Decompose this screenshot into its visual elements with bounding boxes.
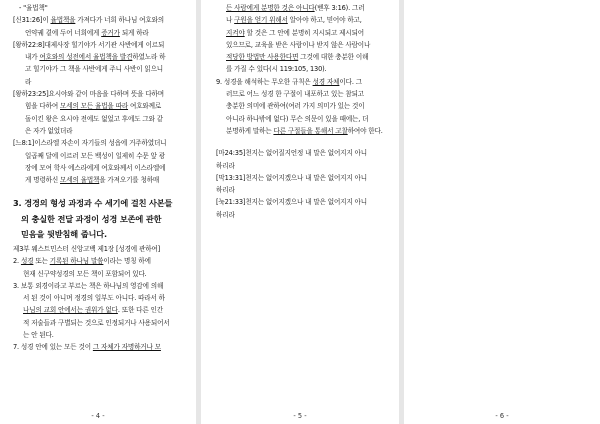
confession-line: 나 구원을 얻기 위해서 알아야 하고, 믿어야 하고, — [226, 16, 362, 25]
page-number: - 5 - — [293, 412, 307, 420]
confession-line: 있으므로, 교육을 받은 사람이나 받지 않은 사람이나 — [226, 40, 371, 49]
verse-line: 하리라 — [216, 161, 235, 170]
confession-line: 러므로 어느 성경 한 구절이 내포하고 있는 참되고 — [226, 90, 365, 99]
verse-line: 하리라 — [216, 210, 235, 219]
section-heading: 의 충실한 전달 과정이 성경 보존에 관한 — [21, 213, 162, 224]
verse-line: 언약궤 곁에 두어 너희에게 증거가 되게 하라 — [25, 28, 149, 37]
verse-line: 일곱째 달에 이르러 모든 백성이 일제히 수문 앞 광 — [25, 151, 165, 160]
confession-line: 아니라 하나밖에 없다) 무슨 의문이 있을 때에는, 더 — [226, 114, 369, 123]
page-number: - 4 - — [91, 412, 105, 420]
confession-line: 나님의 교회 안에서는 권위가 없다. 또한 다른 인간 — [23, 306, 163, 315]
verse-line: 힘을 다하여 모세의 모든 율법을 따라 여호와께로 — [25, 102, 162, 111]
verse-line: [막13:31]천지는 없어지겠으나 내 말은 없어지지 아니 — [216, 173, 367, 182]
verse-line: 내가 여호와의 성전에서 율법책을 발견하였노라 하 — [25, 53, 166, 62]
page-5-content — [216, 2, 387, 221]
confession-line: 3. 보통 외경이라고 부르는 책은 하나님의 영감에 의해 — [13, 281, 164, 290]
page-4-content — [13, 2, 188, 354]
page-4 — [0, 0, 196, 424]
verse-line: [신31:26]이 율법책을 가져다가 너희 하나님 여호와의 — [13, 16, 165, 25]
confession-line: 적당한 방법만 사용한다면 그것에 대한 충분한 이해 — [226, 53, 369, 62]
page-5 — [201, 0, 399, 424]
confession-source: 제3부 웨스트민스터 신앙고백 제1장 [성경에 관하여] — [13, 244, 161, 253]
confession-line: 충분한 의미에 관하여(여러 가지 의미가 있는 것이 — [226, 102, 365, 111]
confession-line: 2. 성경 또는 기록된 하나님 말씀이라는 명칭 하에 — [13, 257, 151, 266]
verse-line: [느8:1]이스라엘 자손이 자기들의 성읍에 거주하였더니 — [13, 139, 167, 148]
page-number: - 6 - — [495, 412, 509, 420]
section-heading: 3. 경경의 형성 과정과 수 세기에 걸친 사본들 — [13, 198, 173, 209]
verse-line: 돌이킨 왕은 요시야 전에도 없었고 후에도 그와 같 — [25, 114, 164, 123]
page-6 — [404, 0, 600, 424]
section-heading: 믿음을 뒷받침해 줍니다. — [21, 229, 107, 240]
confession-line: 7. 성경 안에 있는 모든 것이 그 자체가 자명하거나 모 — [13, 343, 161, 352]
verse-line: [왕하22:8]대제사장 힐기야가 서기관 사반에게 이르되 — [13, 40, 165, 49]
confession-line: 분명하게 말하는 다른 구절들을 통해서 고찰하여야 한다. — [226, 126, 383, 135]
confession-line: 9. 성경을 해석하는 무오한 규칙은 성경 자체이다. 그 — [216, 77, 362, 86]
verse-line: 하리라 — [216, 186, 235, 195]
confession-line: 현재 신구약성경의 모든 책이 포함되어 있다. — [23, 269, 147, 278]
section-label: - "율법책" — [19, 4, 48, 12]
confession-line: 적 저술들과 구별되는 것으로 인정되거나 사용되어서 — [23, 318, 170, 327]
verse-line: 게 명령하신 모세의 율법책을 가져오기를 청하매 — [25, 176, 160, 185]
verse-line: [눅21:33]천지는 없어지겠으나 내 말은 없어지지 아니 — [216, 198, 367, 207]
confession-line: 지켜야 할 것은 그 안에 분명히 지시되고 제시되어 — [226, 28, 365, 37]
confession-line: 는 안 된다. — [23, 331, 54, 340]
verse-line: [마24:35]천지는 없어질지언정 내 말은 없어지지 아니 — [216, 149, 367, 158]
confession-line: 를 가질 수 있다(시 119:105, 130). — [226, 65, 327, 74]
verse-line: 장에 모여 학사 에스라에게 여호와께서 이스라엘에 — [25, 163, 166, 172]
verse-line: 고 힐기야가 그 책을 사반에게 주니 사반이 읽으니 — [25, 65, 164, 74]
verse-line: 라 — [25, 77, 32, 86]
verse-line: [왕하23:25]요시야와 같이 마음을 다하며 뜻을 다하며 — [13, 90, 164, 99]
confession-line: 서 된 것이 아니며 정경의 일부도 아니다. 따라서 하 — [23, 294, 165, 303]
verse-line: 은 자가 없었더라 — [25, 126, 73, 135]
confession-line: 든 사람에게 분명한 것은 아니다(벧후 3:16). 그러 — [226, 4, 365, 12]
